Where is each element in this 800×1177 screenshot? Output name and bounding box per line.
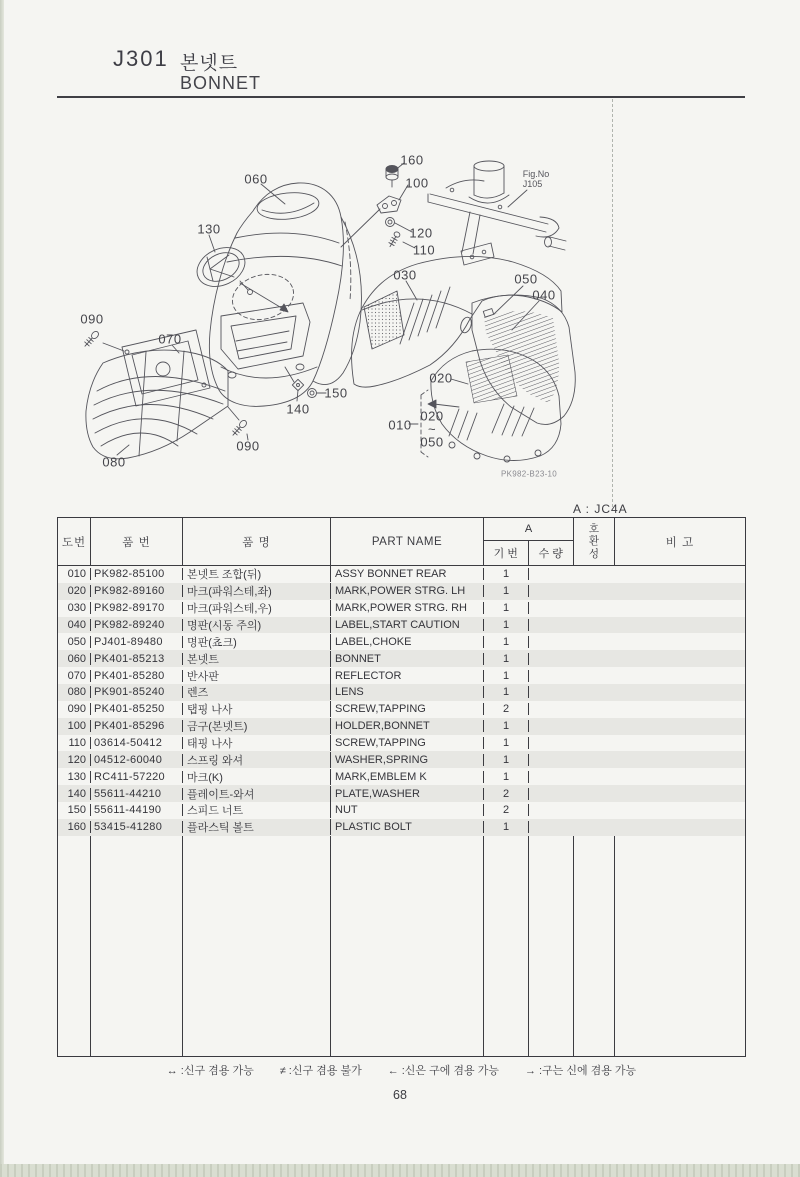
cell-part-no: PK982-85100 xyxy=(91,568,183,580)
cell-part-name: HOLDER,BONNET xyxy=(331,720,484,732)
table-row xyxy=(58,684,745,701)
cell-ref: 020 xyxy=(58,585,91,597)
cell-ref: 070 xyxy=(58,670,91,682)
cell-ref: 090 xyxy=(58,703,91,715)
callout-110: 110 xyxy=(412,242,436,258)
table-row xyxy=(58,650,745,667)
exploded-parts-diagram xyxy=(55,130,705,500)
legend-item xyxy=(280,1062,362,1078)
cell-part-name: MARK,EMBLEM K xyxy=(331,771,484,783)
cell-qty-a: 1 xyxy=(484,585,529,597)
header-rule xyxy=(57,96,745,98)
legend-item xyxy=(167,1062,254,1078)
cell-part-name: MARK,POWER STRG. RH xyxy=(331,602,484,614)
cell-qty-a: 1 xyxy=(484,821,529,833)
table-body xyxy=(58,566,745,836)
cell-name-ko: 플라스틱 볼트 xyxy=(183,819,331,835)
cell-part-no: RC411-57220 xyxy=(91,771,183,783)
cell-name-ko: 스프링 와셔 xyxy=(183,752,331,768)
cell-ref: 030 xyxy=(58,602,91,614)
cell-part-no: 55611-44190 xyxy=(91,804,183,816)
callout-020: 020 xyxy=(420,408,444,424)
legend-text: :구는 신에 겸용 가능 xyxy=(538,1065,637,1077)
cell-part-no: 04512-60040 xyxy=(91,754,183,766)
page-title-korean: 본넷트 xyxy=(180,53,239,74)
table-row xyxy=(58,819,745,836)
legend-symbol: ← xyxy=(387,1065,399,1077)
table-row xyxy=(58,785,745,802)
cell-part-no: PK401-85296 xyxy=(91,720,183,732)
cell-ref: 120 xyxy=(58,754,91,766)
cell-part-name: REFLECTOR xyxy=(331,670,484,682)
legend-item xyxy=(525,1062,636,1078)
cell-ref: 050 xyxy=(58,636,91,648)
table-row xyxy=(58,633,745,650)
cell-qty-a: 1 xyxy=(484,771,529,783)
cell-part-no: PJ401-89480 xyxy=(91,636,183,648)
section-code: J301 xyxy=(113,46,169,71)
compatibility-legend xyxy=(57,1062,746,1078)
callout-100: 100 xyxy=(405,175,429,191)
table-row xyxy=(58,751,745,768)
table-row xyxy=(58,735,745,752)
cell-qty-a: 1 xyxy=(484,636,529,648)
legend-symbol: → xyxy=(524,1065,536,1077)
col-header-ref: 도번 xyxy=(58,518,91,565)
cell-part-name: SCREW,TAPPING xyxy=(331,703,484,715)
table-row xyxy=(58,667,745,684)
cell-name-ko: 명판(쵸크) xyxy=(183,634,331,650)
cell-part-name: LABEL,START CAUTION xyxy=(331,619,484,631)
callout-080: 080 xyxy=(102,454,126,470)
cell-part-name: WASHER,SPRING xyxy=(331,754,484,766)
cell-ref: 150 xyxy=(58,804,91,816)
legend-item xyxy=(388,1062,499,1078)
cell-part-no: 55611-44210 xyxy=(91,788,183,800)
cell-part-name: ASSY BONNET REAR xyxy=(331,568,484,580)
table-row xyxy=(58,566,745,583)
cell-name-ko: 탭핑 나사 xyxy=(183,701,331,717)
cell-ref: 080 xyxy=(58,686,91,698)
cell-part-name: PLATE,WASHER xyxy=(331,788,484,800)
table-row xyxy=(58,617,745,634)
cell-name-ko: 태핑 나사 xyxy=(183,735,331,751)
cell-part-name: LENS xyxy=(331,686,484,698)
cell-qty-a: 1 xyxy=(484,670,529,682)
callout-060: 060 xyxy=(244,171,268,187)
col-header-part-name: PART NAME xyxy=(331,518,484,565)
callout-120: 120 xyxy=(409,225,433,241)
cell-part-no: PK982-89240 xyxy=(91,619,183,631)
col-header-part-no: 품 번 xyxy=(91,518,183,565)
cell-part-no: PK901-85240 xyxy=(91,686,183,698)
col-header-compat: 호환성 xyxy=(574,518,615,565)
col-header-name-ko: 품 명 xyxy=(183,518,331,565)
cell-ref: 040 xyxy=(58,619,91,631)
cell-part-no: PK401-85213 xyxy=(91,653,183,665)
cell-qty-a: 1 xyxy=(484,602,529,614)
cell-qty-a: 2 xyxy=(484,703,529,715)
cell-part-name: LABEL,CHOKE xyxy=(331,636,484,648)
legend-text: :신은 구에 겸용 가능 xyxy=(401,1065,499,1077)
cell-ref: 010 xyxy=(58,568,91,580)
table-row xyxy=(58,701,745,718)
cell-name-ko: 반사판 xyxy=(183,668,331,684)
cell-part-name: BONNET xyxy=(331,653,484,665)
col-header-remarks: 비 고 xyxy=(665,536,695,549)
callout-050: 050 xyxy=(514,271,538,287)
legend-symbol: ≠ xyxy=(279,1065,286,1077)
cell-part-name: SCREW,TAPPING xyxy=(331,737,484,749)
callout-030: 030 xyxy=(393,267,417,283)
cell-qty-a: 1 xyxy=(484,619,529,631)
scan-edge-bottom xyxy=(0,1164,800,1177)
cell-name-ko: 마크(K) xyxy=(183,769,331,785)
cell-ref: 160 xyxy=(58,821,91,833)
page-number: 68 xyxy=(393,1088,407,1102)
table-row xyxy=(58,802,745,819)
cell-part-name: NUT xyxy=(331,804,484,816)
page-title-english: BONNET xyxy=(180,73,262,93)
cell-name-ko: 본넷트 조합(뒤) xyxy=(183,566,331,582)
callout-~: ~ xyxy=(427,421,437,437)
cell-name-ko: 마크(파워스테,좌) xyxy=(183,583,331,599)
callout-140: 140 xyxy=(286,401,310,417)
cell-part-name: PLASTIC BOLT xyxy=(331,821,484,833)
cell-qty-a: 1 xyxy=(484,737,529,749)
cell-ref: 100 xyxy=(58,720,91,732)
cell-name-ko: 플레이트-와셔 xyxy=(183,786,331,802)
cell-part-no: 53415-41280 xyxy=(91,821,183,833)
cell-name-ko: 마크(파워스테,우) xyxy=(183,600,331,616)
callout-020: 020 xyxy=(429,370,453,386)
cell-qty-a: 1 xyxy=(484,720,529,732)
cell-part-no: PK401-85250 xyxy=(91,703,183,715)
cell-qty-a: 1 xyxy=(484,754,529,766)
cell-name-ko: 금구(본넷트) xyxy=(183,718,331,734)
cell-part-no: PK401-85280 xyxy=(91,670,183,682)
cell-qty-a: 2 xyxy=(484,804,529,816)
legend-text: :신구 겸용 가능 xyxy=(180,1065,254,1077)
table-header-row xyxy=(58,518,745,566)
parts-table xyxy=(57,517,746,1057)
table-row xyxy=(58,768,745,785)
table-row xyxy=(58,600,745,617)
callout-040: 040 xyxy=(532,287,556,303)
drawing-number: PK982-B23-10 xyxy=(500,469,558,479)
col-header-code: 기 번 xyxy=(484,541,529,565)
callout-160: 160 xyxy=(400,152,424,168)
callout-130: 130 xyxy=(197,221,221,237)
variant-note: A : JC4A xyxy=(573,502,628,516)
col-header-qty: 수 량 xyxy=(538,548,563,560)
callout-090: 090 xyxy=(80,311,104,327)
cell-qty-a: 1 xyxy=(484,653,529,665)
cell-ref: 110 xyxy=(58,737,91,749)
cell-part-no: 03614-50412 xyxy=(91,737,183,749)
cell-name-ko: 스피드 너트 xyxy=(183,802,331,818)
callout-070: 070 xyxy=(158,331,182,347)
cell-qty-a: 2 xyxy=(484,788,529,800)
callout-150: 150 xyxy=(324,385,348,401)
callout-050: 050 xyxy=(420,434,444,450)
figure-reference: Fig.No J105 xyxy=(522,169,550,189)
scan-edge-left xyxy=(0,0,4,1177)
cell-qty-a: 1 xyxy=(484,568,529,580)
cell-name-ko: 렌즈 xyxy=(183,684,331,700)
cell-ref: 130 xyxy=(58,771,91,783)
legend-symbol: ↔ xyxy=(166,1065,178,1077)
cell-name-ko: 명판(시동 주의) xyxy=(183,617,331,633)
cell-part-no: PK982-89170 xyxy=(91,602,183,614)
callout-010: 010 xyxy=(388,417,412,433)
table-row xyxy=(58,718,745,735)
col-header-a: A xyxy=(484,518,573,541)
callout-090: 090 xyxy=(236,438,260,454)
col-group-a xyxy=(484,518,574,565)
table-empty-area xyxy=(58,836,745,1056)
table-row xyxy=(58,583,745,600)
cell-name-ko: 본넷트 xyxy=(183,651,331,667)
diagram-line-art xyxy=(55,130,705,500)
cell-ref: 140 xyxy=(58,788,91,800)
cell-ref: 060 xyxy=(58,653,91,665)
cell-part-name: MARK,POWER STRG. LH xyxy=(331,585,484,597)
legend-text: :신구 겸용 불가 xyxy=(288,1065,362,1077)
cell-part-no: PK982-89160 xyxy=(91,585,183,597)
cell-qty-a: 1 xyxy=(484,686,529,698)
